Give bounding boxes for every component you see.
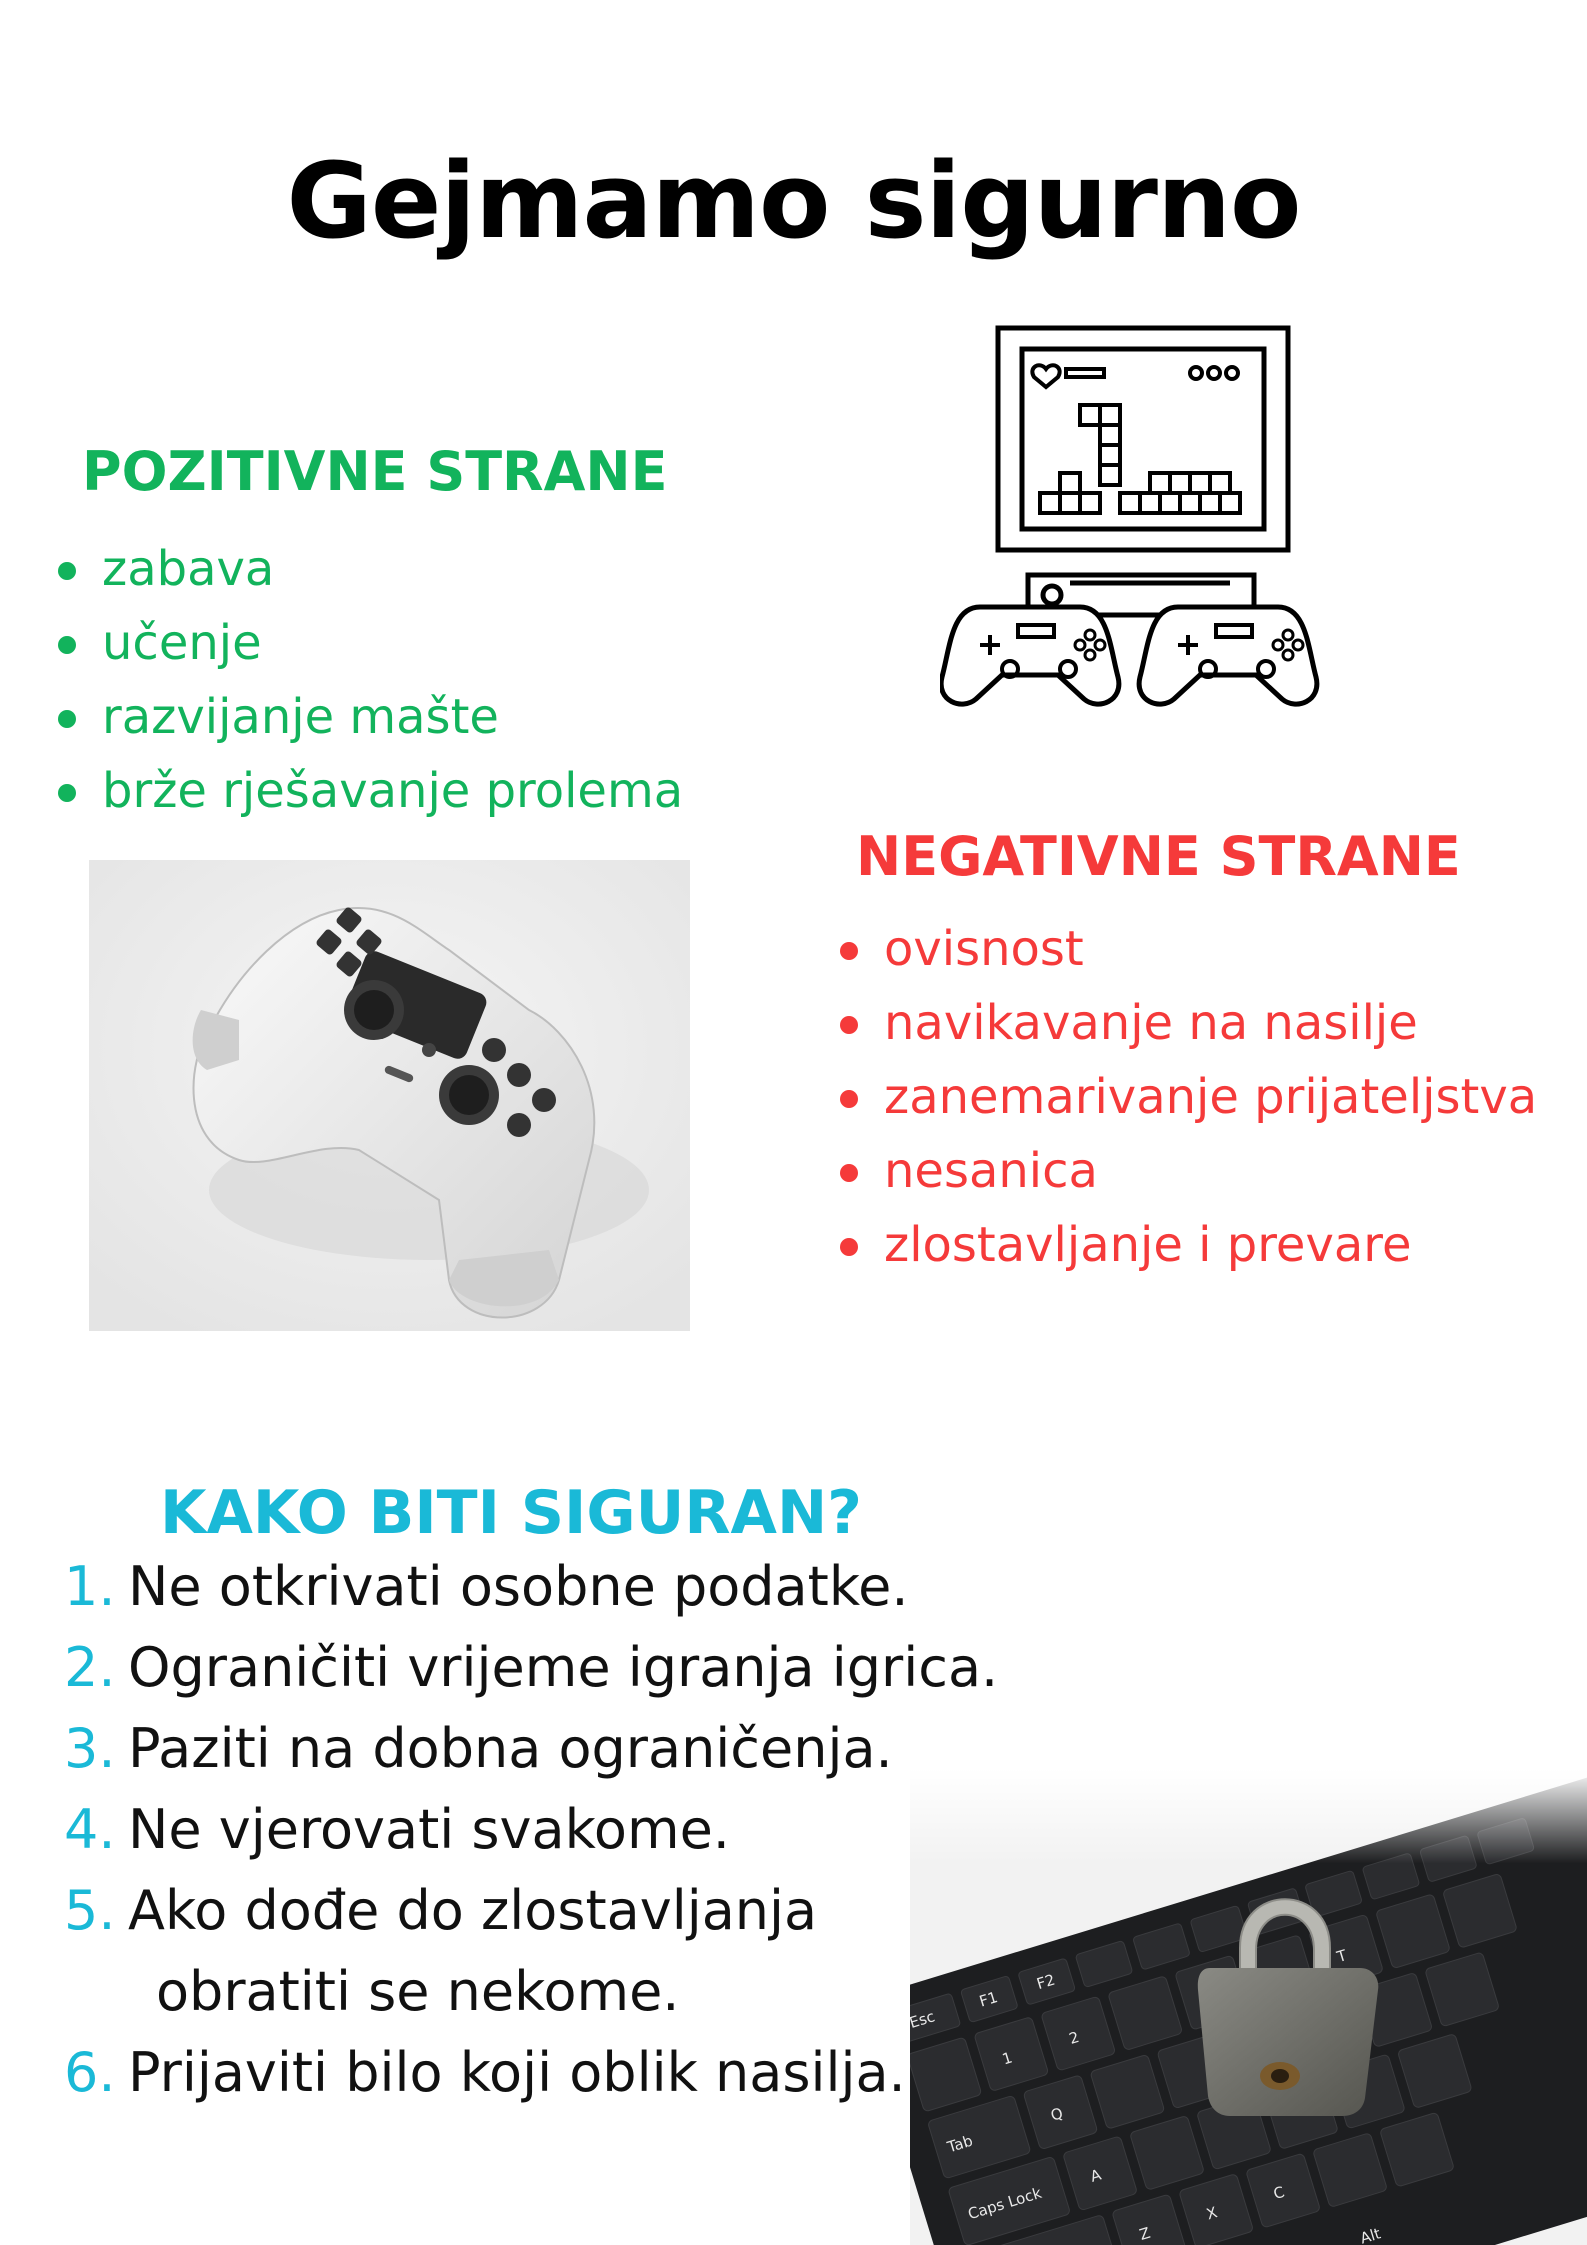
positive-list [58,532,683,828]
bullet-icon [58,784,76,802]
list-item: razvijanje mašte [58,680,683,754]
list-item: zabava [58,532,683,606]
negative-list [840,912,1537,1282]
bullet-icon [58,710,76,728]
keyboard-padlock-photo [910,1768,1587,2245]
list-item: zlostavljanje i prevare [840,1208,1537,1282]
list-item: ovisnost [840,912,1537,986]
page-title: Gejmamo sigurno [286,140,1301,262]
list-item: nesanica [840,1134,1537,1208]
safety-steps [64,1546,998,2113]
safety-heading: KAKO BITI SIGURAN? [160,1478,862,1548]
list-item: 1. Ne otkrivati osobne podatke. [64,1555,909,1618]
list-item: zanemarivanje prijateljstva [840,1060,1537,1134]
bullet-icon [840,1238,858,1256]
list-item: 5. Ako dođe do zlostavljanja obratiti se nekome. [64,1879,818,2023]
list-item: 2. Ograničiti vrijeme igranja igrica. [64,1636,999,1699]
bullet-icon [840,1164,858,1182]
bullet-icon [840,942,858,960]
bullet-icon [840,1016,858,1034]
bullet-icon [840,1090,858,1108]
list-item: 3. Paziti na dobna ograničenja. [64,1717,893,1780]
list-item: navikavanje na nasilje [840,986,1537,1060]
controller-photo [89,860,690,1331]
game-console-icon [940,325,1345,710]
list-item: 6. Prijaviti bilo koji oblik nasilja. [64,2041,906,2104]
bullet-icon [58,562,76,580]
bullet-icon [58,636,76,654]
list-item: brže rješavanje prolema [58,754,683,828]
list-item: 4. Ne vjerovati svakome. [64,1798,730,1861]
list-item: učenje [58,606,683,680]
negative-heading: NEGATIVNE STRANE [856,825,1461,888]
positive-heading: POZITIVNE STRANE [82,440,668,503]
